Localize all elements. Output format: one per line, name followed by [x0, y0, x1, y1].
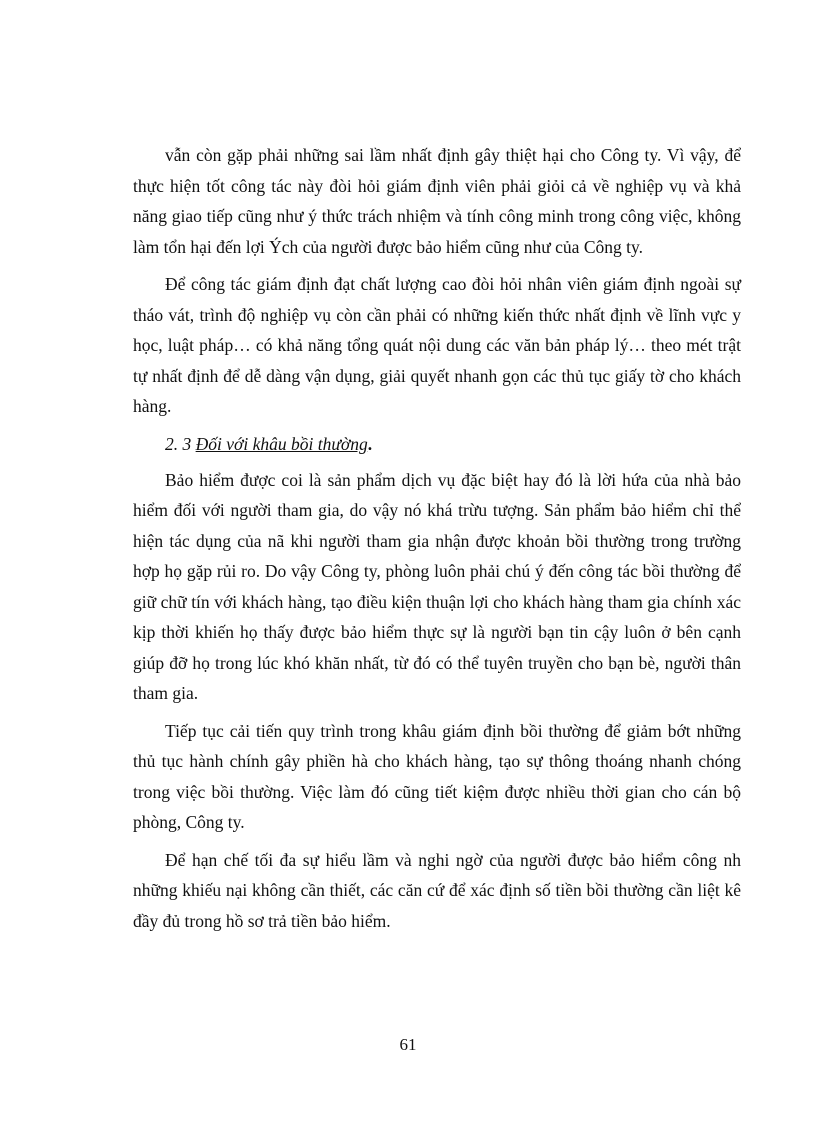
- section-title-period: .: [367, 433, 373, 454]
- paragraph-assessment-quality: Để công tác giám định đạt chất lượng cao đòi hỏi nhân viên giám định ngoài sự tháo vát, trình độ nghiệp vụ còn cần phải có những kiến thức nhất định về lĩnh vực y học, luật pháp… có khả năng tổng quát nội dung các văn bản pháp lý… theo mét trật tự nhất định để dễ dàng vận dụng, giải quyết nhanh gọn các thủ tục giấy tờ cho khách hàng.: [133, 274, 741, 416]
- page-body: [133, 140, 741, 943]
- section-number: 2. 3: [165, 433, 196, 454]
- paragraph-compensation-role: Bảo hiểm được coi là sản phẩm dịch vụ đặc biệt hay đó là lời hứa của nhà bảo hiểm đối với người tham gia, do vậy nó khá trừu tượng. Sản phẩm bảo hiểm chỉ thể hiện tác dụng của nã khi người tham gia nhận được khoản bồi thường trong trường hợp họ gặp rủi ro. Do vậy Công ty, phòng luôn phải chú ý đến công tác bồi thường để giữ chữ tín với khách hàng, tạo điều kiện thuận lợi cho khách hàng tham gia chính xác kịp thời khiến họ thấy được bảo hiểm thực sự là người bạn tin cậy luôn ở bên cạnh giúp đỡ họ trong lúc khó khăn nhất, từ đó có thể tuyên truyền cho bạn bè, người thân tham gia.: [133, 469, 741, 703]
- paragraph-continuation: vẫn còn gặp phải những sai lầm nhất định gây thiệt hại cho Công ty. Vì vậy, để thực hiện tốt công tác này đòi hỏi giám định viên phải giỏi cả về nghiệp vụ và khả năng giao tiếp cũng như ý thức trách nhiệm và tính công minh trong công việc, không làm tổn hại đến lợi Ých của người được bảo hiểm cũng như của Công ty.: [133, 145, 741, 257]
- page-number: 61: [399, 1035, 417, 1054]
- paragraph-avoid-misunderstanding: Để hạn chế tối đa sự hiểu lầm và nghi ngờ của người được bảo hiểm công nh những khiếu nại không cần thiết, các căn cứ để xác định số tiền bồi thường cần liệt kê đầy đủ trong hồ sơ trả tiền bảo hiểm.: [133, 849, 741, 931]
- section-title: Đối với khâu bồi thường: [195, 433, 368, 454]
- section-heading: [133, 429, 741, 459]
- paragraph-process-improvement: Tiếp tục cải tiến quy trình trong khâu giám định bồi thường để giảm bớt những thủ tục hành chính gây phiền hà cho khách hàng, tạo sự thông thoáng nhanh chóng trong việc bồi thường. Việc làm đó cũng tiết kiệm được nhiều thời gian cho cán bộ phòng, Công ty.: [133, 720, 741, 832]
